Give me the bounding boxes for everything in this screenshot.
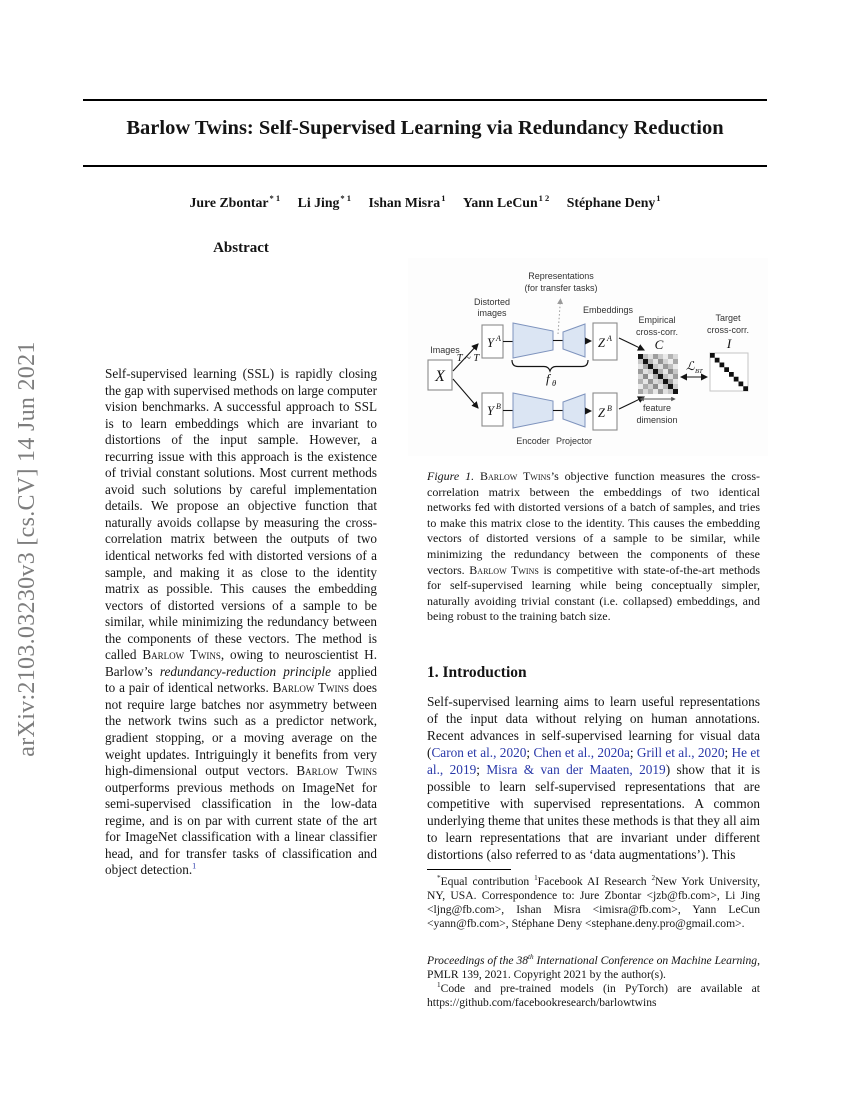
x-symbol: X xyxy=(435,368,445,385)
footnote-code xyxy=(427,982,760,1010)
text-segment: Barlow Twins xyxy=(142,647,221,663)
author-name: Yann LeCun xyxy=(462,194,538,210)
representations-arrow xyxy=(558,299,561,334)
feature-dimension-label: dimension xyxy=(636,415,678,425)
author-affiliation-mark: 1 xyxy=(441,193,446,203)
text-segment: Figure 1. xyxy=(427,469,475,483)
text-segment: , PMLR 139, 2021. Copyright 2021 by the author(s). xyxy=(427,954,760,981)
feature-dimension-label: feature xyxy=(642,403,672,413)
text-segment: ; xyxy=(629,745,637,760)
citation-link[interactable]: Chen et al., 2020a xyxy=(533,745,630,760)
barlow-twins-architecture xyxy=(408,258,768,456)
encoder-b-shape xyxy=(513,393,553,428)
f-theta-brace xyxy=(512,360,588,371)
paper-title: Barlow Twins: Self-Supervised Learning via Redundancy Reduction xyxy=(126,117,724,139)
text-segment: Code and pre-trained models (in PyTorch) are available at xyxy=(440,982,760,995)
text-segment: Barlow Twins xyxy=(296,763,377,779)
text-segment: , owing to neuroscientist H. Barlow’s xyxy=(105,647,378,679)
text-segment: outperforms previous methods on ImageNet for semi-supervised classification in the low-data regime, and is on par with current state of the art for ImageNet classification with a linear classifier head, and for transfer tasks of classification and object detection. xyxy=(105,779,377,878)
ya-symbol: Y xyxy=(487,336,494,350)
empirical-matrix xyxy=(638,354,678,394)
text-segment: 1 xyxy=(437,981,441,990)
ya-sup: A xyxy=(496,334,501,343)
author xyxy=(369,195,446,210)
text-segment: Self-supervised learning (SSL) is rapidly closing the gap with supervised methods on large computer vision benchmarks. A successful approach to SSL is to learn embeddings which are invariant to distortions of the input sample. However, a recurring issue with this approach is the existence of trivial constant solutions. Most current methods avoid such solutions by careful implementation details. We propose an objective function that naturally avoids collapse by measuring the cross-correlation matrix between the outputs of two identical networks fed with distorted versions of a sample, and making it as close to the identity matrix as possible. This causes the embedding vectors of distorted versions of a sample to be similar, while minimizing the redundancy between the components of these vectors. The method is called xyxy=(105,366,377,663)
distorted-images-label: Distorted xyxy=(473,297,511,307)
theta-symbol: θ xyxy=(552,378,557,388)
author-affiliation-mark: 1 xyxy=(656,193,661,203)
za-box xyxy=(593,323,617,360)
zb-box xyxy=(593,393,617,430)
za-symbol: Z xyxy=(598,336,605,350)
text-segment: Equal contribution xyxy=(440,875,535,888)
author xyxy=(298,195,351,210)
target-label: cross-corr. xyxy=(706,325,750,335)
section-heading-introduction: 1. Introduction xyxy=(427,664,527,681)
author-affiliation-mark: * 1 xyxy=(269,193,281,203)
za-sup: A xyxy=(607,334,612,343)
target-label: Target xyxy=(715,313,741,323)
author-name: Ishan Misra xyxy=(368,194,441,210)
transform-label: T ~ T xyxy=(456,353,480,364)
author-name: Li Jing xyxy=(297,194,340,210)
text-segment: Barlow Twins xyxy=(469,562,539,577)
intro-paragraph xyxy=(427,693,760,863)
encoder-a-shape xyxy=(513,323,553,358)
images-label: Images xyxy=(430,345,460,355)
abstract-body xyxy=(105,366,377,879)
i-symbol: I xyxy=(726,336,732,351)
author xyxy=(189,195,280,210)
c-symbol: C xyxy=(654,337,664,352)
authors-line xyxy=(83,193,767,211)
text-segment: is competitive with state-of-the-art methods for self-supervised learning while being conceptually simpler, naturally avoiding trivial constant (i.e. collapsed) embeddings, and being robust to the training batch size. xyxy=(427,562,760,624)
empirical-label: cross-corr. xyxy=(635,327,679,337)
f-symbol: f xyxy=(546,371,550,386)
citation-link[interactable]: He et al., 2019 xyxy=(427,745,760,777)
text-segment: International Conference on Machine Learning xyxy=(533,954,758,967)
yb-symbol: Y xyxy=(487,404,494,418)
footnote-1-link[interactable]: 1 xyxy=(192,862,197,872)
distorted-images-label: images xyxy=(477,308,507,318)
text-segment: Facebook AI Research xyxy=(537,875,652,888)
arxiv-watermark: arXiv:2103.03230v3 [cs.CV] 14 Jun 2021 xyxy=(14,341,40,757)
text-segment: redundancy-reduction principle xyxy=(159,663,331,679)
text-segment: does not require large batches nor asymmetry between the network twins such as a predictor network, gradient stopping, or a moving average on the weight updates. Intriguingly it benefits from very high-dimensional output vectors. xyxy=(105,680,377,779)
figure-caption xyxy=(427,469,760,625)
text-segment: ’s objective function measures the cross-correlation matrix between the embeddings of two identical networks fed with distorted versions of a batch of samples, and tries to make this matrix close to the identity. This causes the embedding vectors of distorted versions of a sample to be similar, while minimizing the redundancy between the components of these vectors. xyxy=(427,469,761,577)
text-segment: Barlow Twins xyxy=(479,469,551,483)
text-segment: ; xyxy=(724,745,732,760)
text-segment: applied to a pair of identical networks. xyxy=(105,663,377,696)
footnote-rule xyxy=(427,869,511,870)
footnote-proceedings xyxy=(427,954,760,982)
text-segment: 1 xyxy=(534,874,538,883)
author xyxy=(567,195,661,210)
text-segment: ; xyxy=(476,762,487,777)
text-segment: Self-supervised learning aims to learn useful representations of the input data without relying on human annotations. Recent advances in self-supervised learning for visual data ( xyxy=(427,694,760,760)
yb-sup: B xyxy=(496,402,501,411)
zb-symbol: Z xyxy=(598,406,605,420)
projector-a-shape xyxy=(563,324,585,357)
text-segment: ) show that it is possible to learn self-supervised representations that are competitive with supervised representations. A common underlying theme that unites these methods is that they all aim to learn representations that are invariant under different distortions (also referred to as ‘data augmentations’). This xyxy=(427,762,761,862)
author-name: Stéphane Deny xyxy=(566,194,656,210)
code-repo-link[interactable]: https://github.com/facebookresearch/barlowtwins xyxy=(427,995,657,1009)
zb-sup: B xyxy=(607,404,612,413)
author-affiliation-mark: * 1 xyxy=(340,193,352,203)
author-name: Jure Zbontar xyxy=(189,194,269,210)
text-segment: ; xyxy=(526,745,534,760)
text-segment: 2 xyxy=(651,874,656,883)
author-affiliation-mark: 1 2 xyxy=(538,193,550,203)
projector-label: Projector xyxy=(555,436,593,446)
arrow-x-to-yb xyxy=(453,379,478,408)
abstract-heading: Abstract xyxy=(213,240,269,256)
citation-link[interactable]: Misra & van der Maaten, 2019 xyxy=(486,762,666,777)
loss-symbol: ℒ xyxy=(686,359,695,373)
projector-b-shape xyxy=(563,394,585,427)
figure-1-diagram xyxy=(408,258,768,456)
header-rule-top xyxy=(83,99,767,101)
representations-label: (for transfer tasks) xyxy=(524,283,598,293)
author xyxy=(463,195,549,210)
citation-link[interactable]: Grill et al., 2020 xyxy=(636,745,725,760)
embeddings-label: Embeddings xyxy=(582,305,634,315)
loss-subscript: BT xyxy=(695,368,703,375)
text-segment: New York University, NY, USA. Correspondence to: Jure Zbontar <jzb@fb.com>, Li Jing <ljng@fb.com>, Ishan Misra <imisra@fb.com>, Yann LeCun <yann@fb.com>, Stéphane Deny <stephane.deny.pro@gmail.com>. xyxy=(427,875,760,930)
text-segment: Barlow Twins xyxy=(272,680,349,696)
text-segment: th xyxy=(528,953,534,962)
text-segment: Proceedings of the 38 xyxy=(427,954,529,967)
encoder-label: Encoder xyxy=(516,436,550,446)
footnote-affiliations xyxy=(427,875,760,931)
representations-label: Representations xyxy=(528,271,594,281)
arrow-za-to-matrix xyxy=(619,338,644,350)
header-rule-bottom xyxy=(83,165,767,167)
citation-link[interactable]: Caron et al., 2020 xyxy=(431,745,527,760)
empirical-label: Empirical xyxy=(638,315,676,325)
text-segment: * xyxy=(437,874,441,883)
